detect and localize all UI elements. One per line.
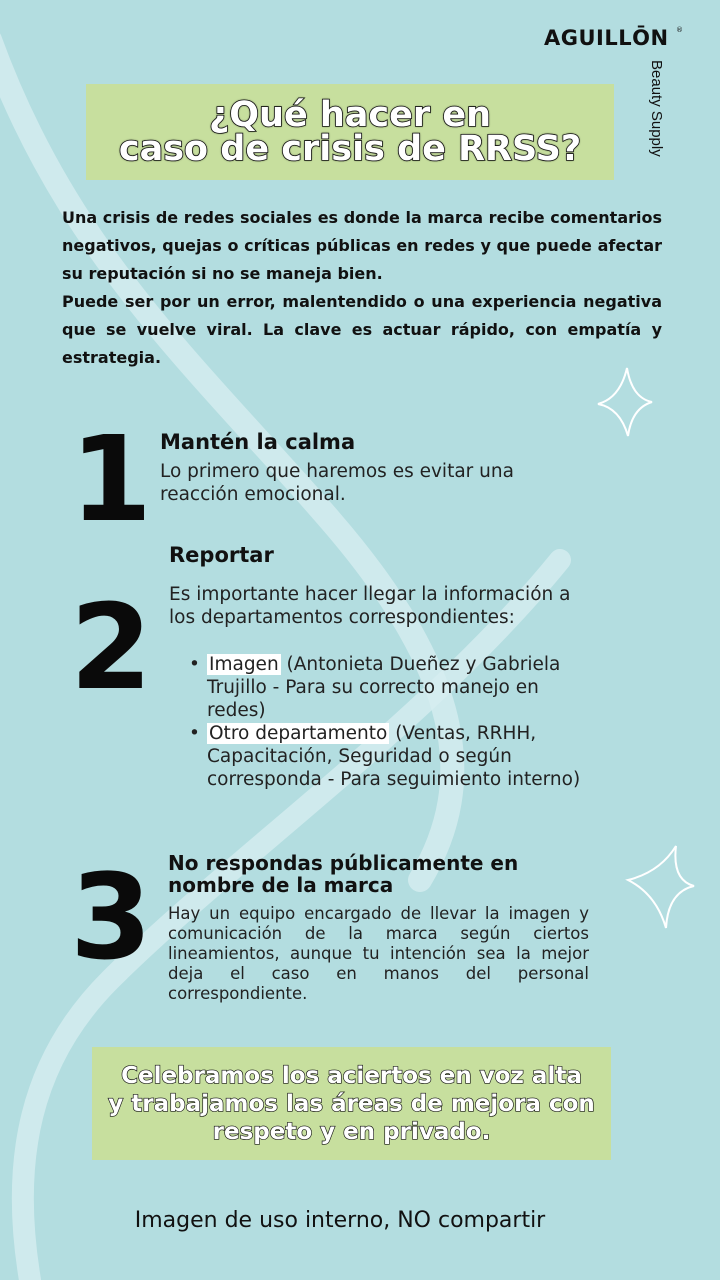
title-line-2: caso de crisis de RRSS? xyxy=(118,129,582,169)
closing-banner xyxy=(92,1047,611,1160)
sparkle-icon xyxy=(628,846,694,928)
bullet-icon: • xyxy=(189,723,200,744)
step-1-title: Mantén la calma xyxy=(160,430,356,454)
step-3-title: No respondas públicamente en nombre de la marca xyxy=(168,851,519,897)
highlighted-term: Imagen xyxy=(209,654,279,675)
brand-name: AGUILLŌN xyxy=(544,26,669,50)
intro-paragraph-2: Puede ser por un error, malentendido o una experiencia negativa que se vuelve viral. La clave es actuar rápido, con empatía y estrategia. xyxy=(62,292,662,367)
footer-notice: Imagen de uso interno, NO compartir xyxy=(134,1208,546,1233)
page-title xyxy=(118,95,582,169)
step-number-2: 2 xyxy=(70,578,153,716)
sparkle-icon xyxy=(598,368,652,436)
closing-message xyxy=(108,1062,595,1146)
step-2-text: Es importante hacer llegar la información a los departamentos correspondientes: xyxy=(169,584,571,628)
step-1-text: Lo primero que haremos es evitar una reacción emocional. xyxy=(160,461,514,505)
intro-paragraph-1: Una crisis de redes sociales es donde la marca recibe comentarios negativos, quejas o críticas públicas en redes y que puede afectar su reputación si no se maneja bien. xyxy=(62,208,662,283)
step-number-1: 1 xyxy=(70,410,153,548)
bullet-text: (Ventas, RRHH, Capacitación, Seguridad o según corresponda - Para seguimiento interno) xyxy=(207,723,581,790)
intro-text xyxy=(62,204,662,372)
step-2-title: Reportar xyxy=(169,543,274,567)
brand-subtitle: Beauty Supply xyxy=(648,60,665,157)
highlighted-term: Otro departamento xyxy=(209,723,388,744)
registered-mark: ® xyxy=(676,26,683,34)
step-3-text: Hay un equipo encargado de llevar la imagen y comunicación de la marca según ciertos lineamientos, aunque tu intención sea la mejor deja el caso en manos del personal correspondiente. xyxy=(168,904,589,1003)
closing-line-1: Celebramos los aciertos en voz alta xyxy=(121,1062,582,1089)
closing-line-2: y trabajamos las áreas de mejora con xyxy=(108,1090,595,1117)
bullet-icon: • xyxy=(189,654,200,675)
closing-line-3: respeto y en privado. xyxy=(212,1118,491,1145)
title-banner xyxy=(86,84,614,180)
step-number-3: 3 xyxy=(70,848,153,986)
list-item xyxy=(185,653,585,722)
list-item xyxy=(185,722,585,791)
step-2-bullet-list xyxy=(185,653,585,791)
title-line-1: ¿Qué hacer en xyxy=(208,95,492,135)
bullet-text: (Antonieta Dueñez y Gabriela Trujillo - Para su correcto manejo en redes) xyxy=(207,654,561,721)
